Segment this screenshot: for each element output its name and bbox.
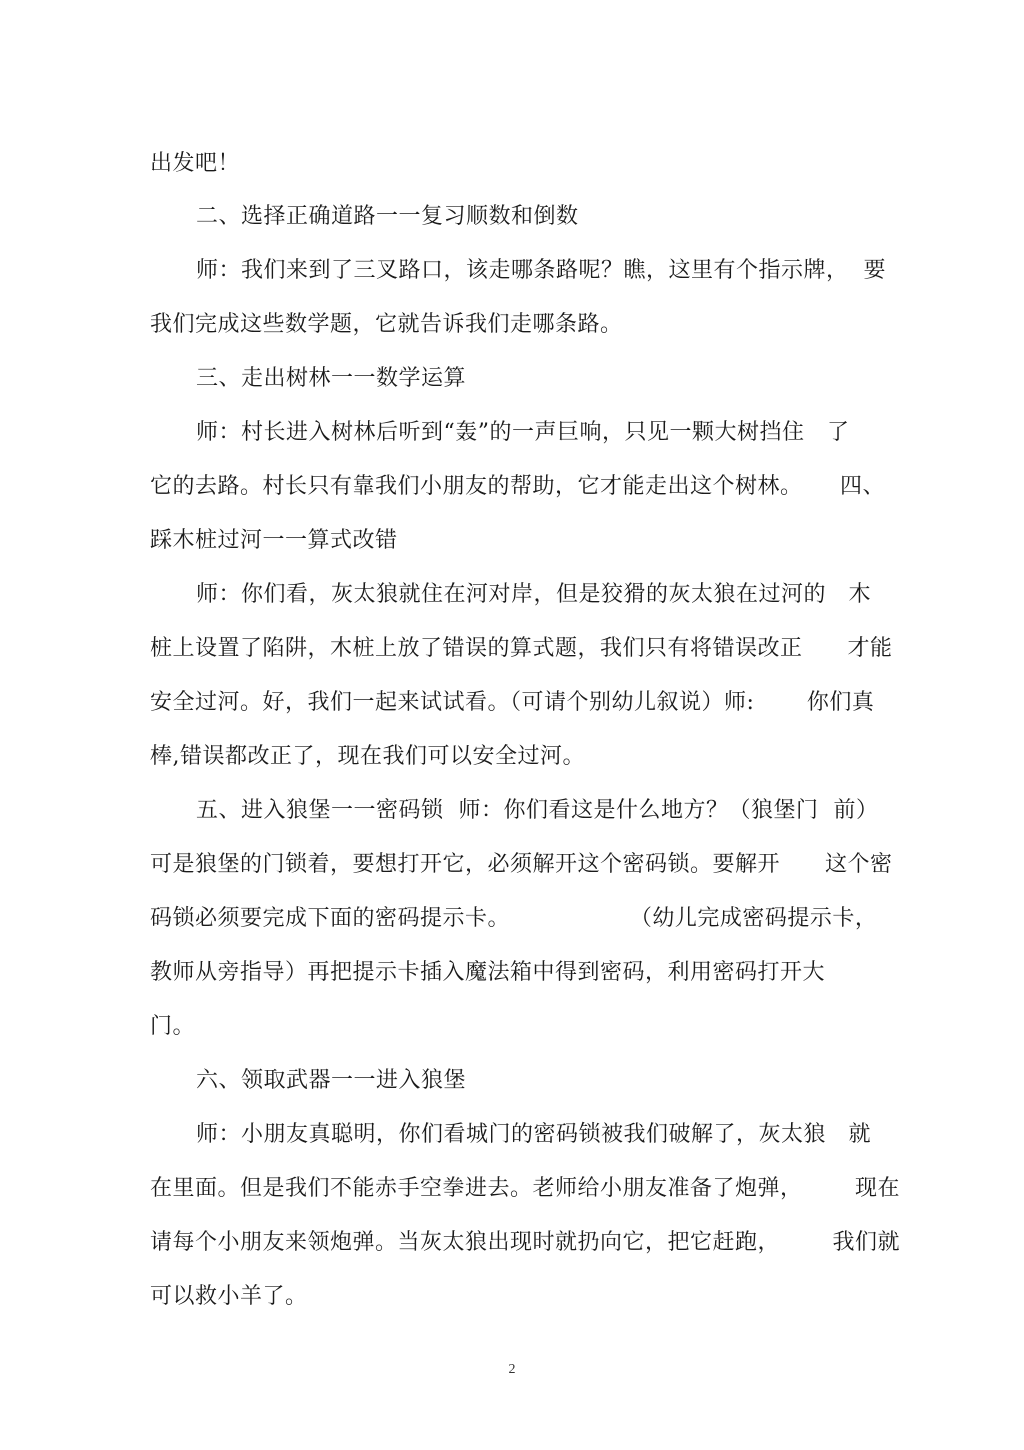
text-line: 它的去路。村长只有靠我们小朋友的帮助，它才能走出这个树林。 四、 [150, 474, 885, 499]
text-line: 教师从旁指导）再把提示卡插入魔法箱中得到密码，利用密码打开大 [150, 960, 826, 985]
section-heading: 三、走出树林一一数学运算 [196, 366, 467, 391]
section-heading: 五、进入狼堡一一密码锁 师：你们看这是什么地方？（狼堡门 前） [196, 798, 879, 823]
text-line: 师：我们来到了三叉路口，该走哪条路呢？瞧，这里有个指示牌， 要 [196, 258, 886, 283]
text-line: 可以救小羊了。 [150, 1284, 308, 1309]
text-line: 请每个小朋友来领炮弹。当灰太狼出现时就扔向它，把它赶跑， 我们就 [150, 1230, 900, 1255]
text-line: 师：小朋友真聪明，你们看城门的密码锁被我们破解了，灰太狼 就 [196, 1122, 871, 1147]
section-heading: 踩木桩过河一一算式改错 [150, 528, 398, 553]
text-line: 师：村长进入树林后听到“轰”的一声巨响，只见一颗大树挡住 了 [196, 420, 850, 445]
text-line: 出发吧！ [150, 151, 241, 176]
text-line: 桩上设置了陷阱，木桩上放了错误的算式题，我们只有将错误改正 才能 [150, 636, 893, 661]
text-line: 棒,错误都改正了，现在我们可以安全过河。 [150, 744, 585, 769]
text-line: 安全过河。好，我们一起来试试看。（可请个别幼儿叙说）师: 你们真 [150, 690, 875, 715]
text-line: 门。 [150, 1014, 196, 1039]
text-line: 师：你们看，灰太狼就住在河对岸，但是狡猾的灰太狼在过河的 木 [196, 582, 871, 607]
section-heading: 六、领取武器一一进入狼堡 [196, 1068, 467, 1093]
text-line: 在里面。但是我们不能赤手空拳进去。老师给小朋友准备了炮弹， 现在 [150, 1176, 900, 1201]
section-heading: 二、选择正确道路一一复习顺数和倒数 [196, 204, 579, 229]
text-line: 可是狼堡的门锁着，要想打开它，必须解开这个密码锁。要解开 这个密 [150, 852, 893, 877]
text-line: 码锁必须要完成下面的密码提示卡。 （幼儿完成密码提示卡， [150, 906, 878, 931]
text-line: 我们完成这些数学题，它就告诉我们走哪条路。 [150, 312, 623, 337]
page-number: 2 [508, 1362, 516, 1377]
